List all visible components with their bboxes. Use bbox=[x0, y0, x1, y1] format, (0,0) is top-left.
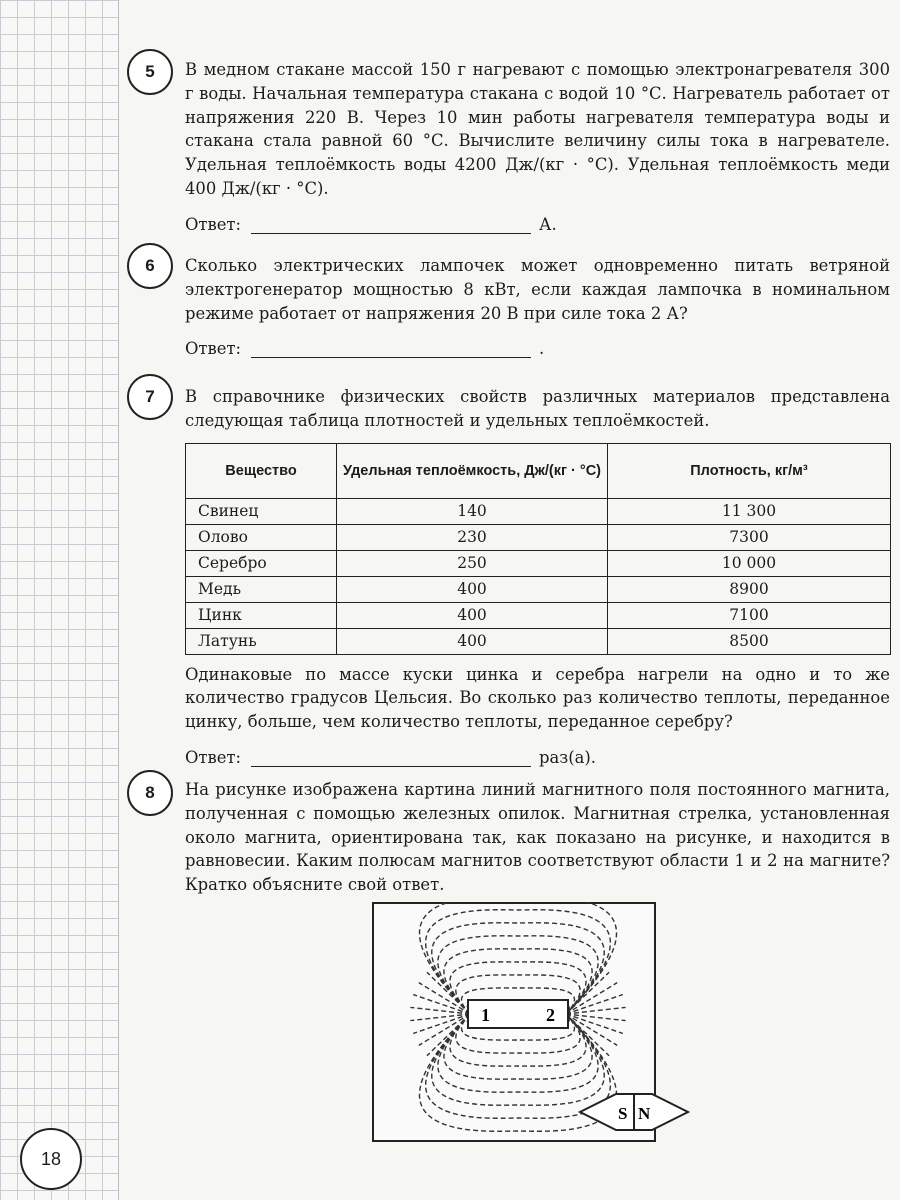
table-row bbox=[186, 550, 891, 576]
table-header: Плотность, кг/м³ bbox=[608, 443, 891, 498]
task-6-answer-field[interactable] bbox=[251, 339, 531, 358]
task-6-text: Сколько электрических лампочек может одновременно питать ветряной электрогенератор мощностью 8 кВт, если каждая лампочка в номинальном режиме работает от напряжения 20 В при силе тока 2 А? bbox=[185, 256, 890, 323]
needle-pole-s: S bbox=[618, 1104, 628, 1123]
table-cell: 400 bbox=[337, 602, 608, 628]
table-cell: 8900 bbox=[608, 576, 891, 602]
page-number: 18 bbox=[20, 1128, 82, 1190]
table-cell: 250 bbox=[337, 550, 608, 576]
needle-pole-n: N bbox=[638, 1104, 651, 1123]
task-8 bbox=[185, 778, 890, 897]
task-6-number: 6 bbox=[127, 243, 173, 289]
properties-table bbox=[185, 443, 891, 655]
task-7-answer-field[interactable] bbox=[251, 748, 531, 767]
task-7-answer bbox=[185, 748, 890, 767]
table-cell: 10 000 bbox=[608, 550, 891, 576]
answer-label: Ответ: bbox=[185, 214, 242, 234]
table-cell: Цинк bbox=[186, 602, 337, 628]
table-cell: 400 bbox=[337, 628, 608, 654]
grid-margin bbox=[0, 0, 119, 1200]
table-cell: Олово bbox=[186, 524, 337, 550]
table-cell: 7100 bbox=[608, 602, 891, 628]
task-7-number: 7 bbox=[127, 374, 173, 420]
answer-label: Ответ: bbox=[185, 747, 242, 767]
table-cell: 230 bbox=[337, 524, 608, 550]
task-5-number: 5 bbox=[127, 49, 173, 95]
table-cell: 140 bbox=[337, 498, 608, 524]
answer-label: Ответ: bbox=[185, 339, 242, 359]
table-row bbox=[186, 524, 891, 550]
table-cell: 11 300 bbox=[608, 498, 891, 524]
table-row bbox=[186, 498, 891, 524]
task-5-text: В медном стакане массой 150 г нагревают с помощью электронагревателя 300 г воды. Начальная температура стакана с водой 10 °С. Нагреватель работает от напряжения 220 В. Через 10 мин работы нагревателя температура воды и стакана стала равной 60 °С. Вычислите величину силы тока в нагревателе. Удельная теплоёмкость воды 4200 Дж/(кг · °С). Удельная теплоёмкость меди 400 Дж/(кг · °С). bbox=[185, 60, 890, 198]
task-7-question: Одинаковые по массе куски цинка и серебра нагрели на одно и то же количество градусов Цельсия. Во сколько раз количество теплоты, переданное цинку, больше, чем количество теплоты, переданное серебру? bbox=[185, 664, 890, 732]
answer-unit: раз(а). bbox=[539, 747, 597, 767]
table-cell: Серебро bbox=[186, 550, 337, 576]
table-row bbox=[186, 576, 891, 602]
task-8-text: На рисунке изображена картина линий магнитного поля постоянного магнита, полученная с помощью железных опилок. Магнитная стрелка, установленная около магнита, ориентирована так, как показано на рисунке, и находится в равновесии. Каким полюсам магнитов соответствуют области 1 и 2 на магните? Кратко объясните свой ответ. bbox=[185, 780, 890, 895]
magnet-region-1: 1 bbox=[481, 1005, 490, 1025]
table-cell: Медь bbox=[186, 576, 337, 602]
table-header: Вещество bbox=[186, 443, 337, 498]
task-7-text: В справочнике физических свойств различных материалов представлена следующая таблица плотностей и удельных теплоёмкостей. bbox=[185, 387, 890, 430]
table-header: Удельная теплоёмкость, Дж/(кг · °С) bbox=[337, 443, 608, 498]
answer-unit: . bbox=[539, 339, 545, 359]
table-row bbox=[186, 628, 891, 654]
table-cell: Латунь bbox=[186, 628, 337, 654]
magnetic-field-figure bbox=[372, 902, 692, 1142]
table-header-row bbox=[186, 443, 891, 498]
table-cell: 8500 bbox=[608, 628, 891, 654]
task-5 bbox=[185, 58, 890, 234]
task-6 bbox=[185, 254, 890, 358]
magnet-region-2: 2 bbox=[546, 1005, 555, 1025]
table-cell: Свинец bbox=[186, 498, 337, 524]
answer-unit: А. bbox=[539, 214, 557, 234]
task-6-answer bbox=[185, 339, 890, 358]
table-row bbox=[186, 602, 891, 628]
table-cell: 400 bbox=[337, 576, 608, 602]
task-5-answer bbox=[185, 215, 890, 234]
table-cell: 7300 bbox=[608, 524, 891, 550]
task-8-number: 8 bbox=[127, 770, 173, 816]
task-5-answer-field[interactable] bbox=[251, 215, 531, 234]
task-7 bbox=[185, 385, 890, 767]
